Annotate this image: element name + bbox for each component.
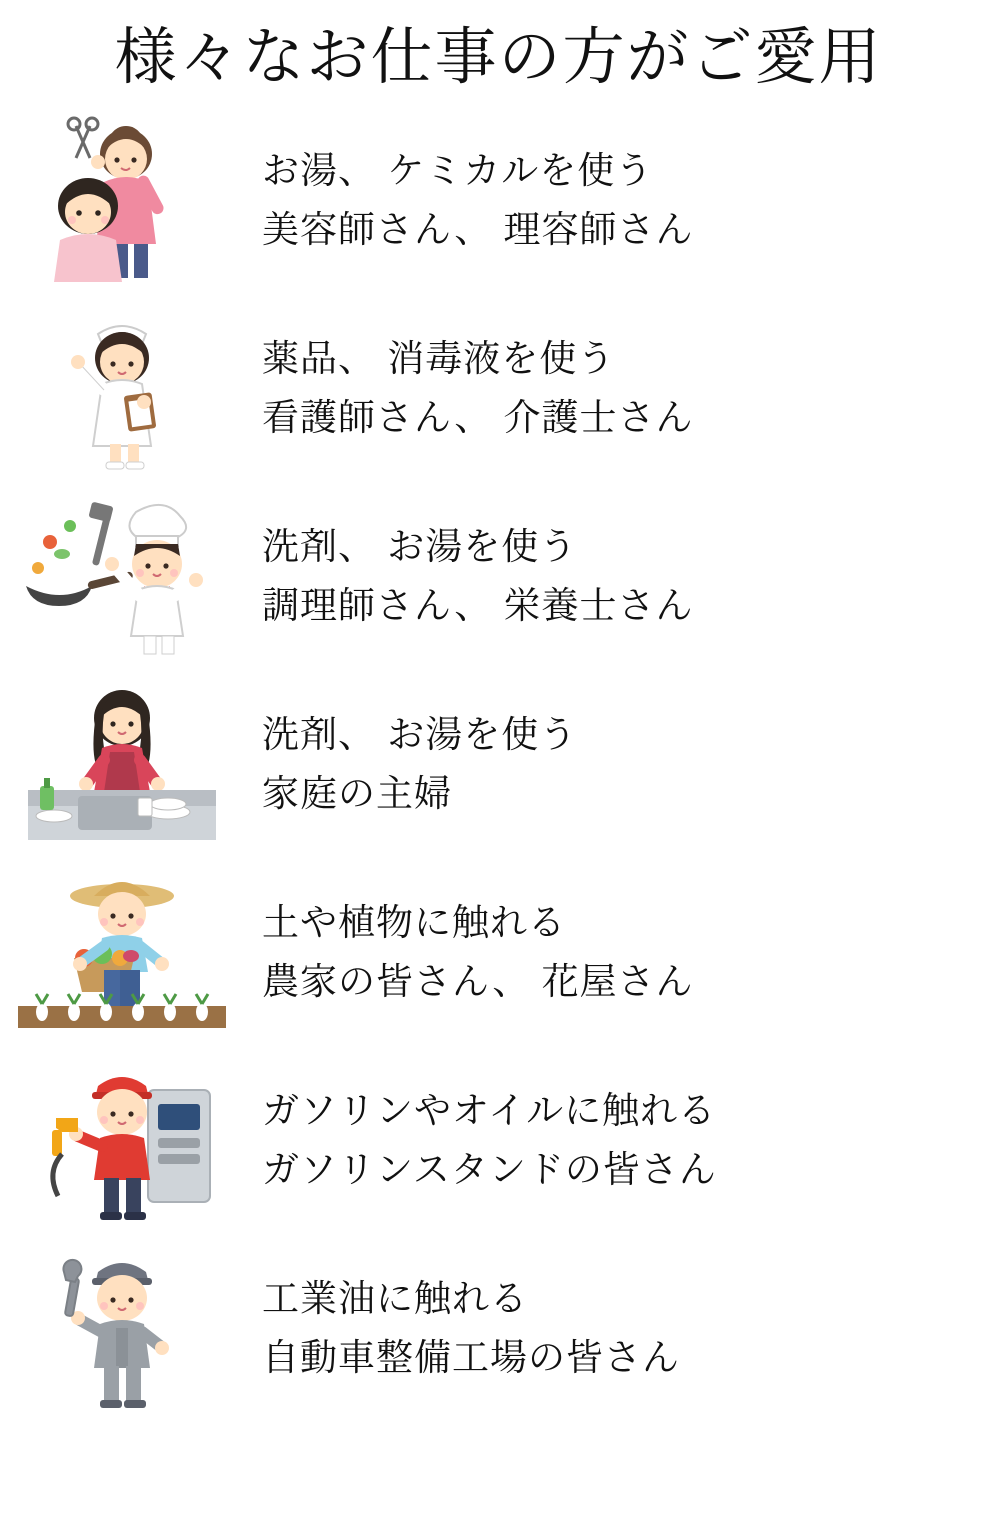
occupation-line-1: 洗剤、 お湯を使う <box>262 525 578 567</box>
car-mechanic-illustration <box>18 1242 226 1414</box>
list-item <box>18 675 997 853</box>
occupation-line-2: 看護師さん、 介護士さん <box>262 397 694 439</box>
list-item <box>18 1239 997 1417</box>
occupation-line-2: 美容師さん、 理容師さん <box>262 209 694 251</box>
occupation-text <box>226 902 694 1003</box>
occupation-text <box>226 1090 717 1191</box>
occupation-line-2: 家庭の主婦 <box>262 773 452 815</box>
occupation-line-1: 工業油に触れる <box>262 1277 528 1319</box>
occupation-line-2: 自動車整備工場の皆さん <box>262 1337 680 1379</box>
page-title: 様々なお仕事の方がご愛用 <box>114 23 883 92</box>
list-item <box>18 863 997 1041</box>
occupation-text <box>226 1278 680 1379</box>
hairdresser-illustration <box>18 114 226 286</box>
list-item <box>18 111 997 289</box>
chef-illustration <box>18 490 226 662</box>
occupation-text <box>226 338 694 439</box>
list-item <box>18 487 997 665</box>
occupation-line-2: ガソリンスタンドの皆さん <box>262 1149 717 1191</box>
poster-page <box>0 22 997 1539</box>
occupation-list <box>0 111 997 1417</box>
nurse-illustration <box>18 302 226 474</box>
list-item <box>18 299 997 477</box>
occupation-line-1: ガソリンやオイルに触れる <box>262 1089 717 1131</box>
occupation-line-1: 土や植物に触れる <box>262 901 566 943</box>
occupation-text <box>226 714 577 815</box>
occupation-line-2: 調理師さん、 栄養士さん <box>262 585 694 627</box>
occupation-text <box>226 150 694 251</box>
housewife-dishwashing-illustration <box>18 678 226 850</box>
list-item <box>18 1051 997 1229</box>
farmer-illustration <box>18 866 226 1038</box>
occupation-line-1: お湯、 ケミカルを使う <box>262 149 654 191</box>
occupation-line-2: 農家の皆さん、 花屋さん <box>262 961 694 1003</box>
occupation-text <box>226 526 694 627</box>
gas-station-attendant-illustration <box>18 1054 226 1226</box>
occupation-line-1: 薬品、 消毒液を使う <box>262 337 616 379</box>
occupation-line-1: 洗剤、 お湯を使う <box>262 713 578 755</box>
